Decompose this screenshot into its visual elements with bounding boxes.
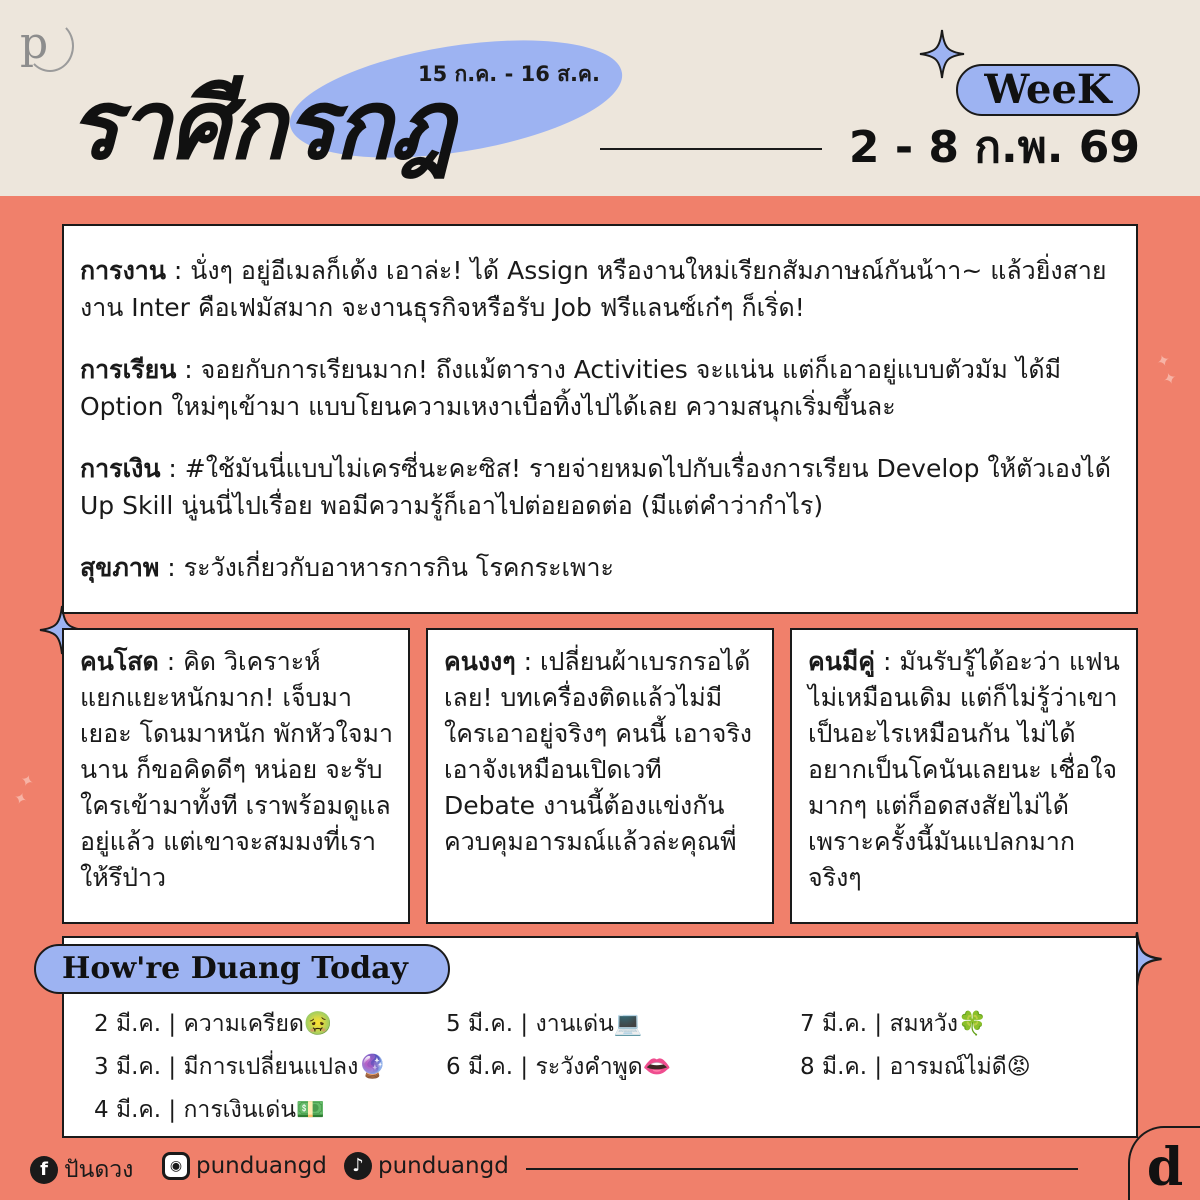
single-text: : คิด วิเคราะห์ แยกแยะหนักมาก! เจ็บมาเยอะ โดนมาหนัก พักหัวใจมานาน ก็ขอคิดดีๆ หน่อย จะรับใครเข้ามาทั้งที เราพร้อมดูแลอยู่แล้ว แต่เขาจะสมมงที่เราให้รึป่าว — [80, 647, 394, 892]
instagram-link[interactable] — [162, 1152, 327, 1180]
talking-text: : เปลี่ยนผ้าเบรกรอได้เลย! บทเครื่องติดแล้วไม่มีใครเอาอยู่จริงๆ คนนี้ เอาจริงเอาจังเหมือนเปิดเวที Debate งานนี้ต้องแข่งกันควบคุมอารมณ์แล้วล่ะคุณพี่ — [444, 647, 753, 856]
health-text: : ระวังเกี่ยวกับอาหารการกิน โรคกระเพาะ — [159, 553, 614, 582]
health-title: สุขภาพ — [80, 553, 160, 582]
money-text: : #ใช้มันนี่แบบไม่เครซี่นะคะซิส! รายจ่ายหมดไปกับเรื่องการเรียน Develop ให้ตัวเองได้ Up Skill นู่นนี่ไปเรื่อย พอมีความรู้ก็เอาไปต่อยอดต่อ (มีแต่คำว่ากำไร) — [80, 454, 1111, 520]
facebook-icon: f — [30, 1156, 58, 1184]
couple-title: คนมีคู่ — [808, 647, 876, 676]
study-text: : จอยกับการเรียนมาก! ถึงแม้ตาราง Activities จะแน่น แต่ก็เอาอยู่แบบตัวมัม ได้มี Option ใหม่ๆเข้ามา แบบโยนความเหงาเบื่อทิ้งไปได้เลย ความสนุกเริ่มขึ้นละ — [80, 355, 1062, 421]
background-stamp: ✦ ✦ — [1151, 351, 1181, 388]
study-title: การเรียน — [80, 355, 177, 384]
brand-logo-d: d — [1128, 1126, 1200, 1200]
daily-item: 2 มี.ค. | ความเครียด🤢 — [94, 1011, 333, 1037]
work-title: การงาน — [80, 256, 166, 285]
footer-divider — [526, 1168, 1078, 1170]
couple-section — [808, 644, 1122, 896]
week-dates: 2 - 8 ก.พ. 69 — [848, 122, 1140, 173]
daily-item: 6 มี.ค. | ระวังคำพูด👄 — [446, 1054, 672, 1080]
daily-item: 8 มี.ค. | อารมณ์ไม่ดี😡 — [800, 1054, 1031, 1080]
daily-item: 4 มี.ค. | การเงินเด่น💵 — [94, 1097, 325, 1123]
zodiac-title: ราศีกรกฎ — [68, 69, 453, 181]
tiktok-handle: punduangd — [378, 1153, 509, 1179]
daily-forecast-title: How're Duang Today — [34, 944, 450, 994]
study-section — [80, 351, 1120, 425]
single-love-panel — [62, 628, 410, 924]
money-title: การเงิน — [80, 454, 161, 483]
health-section — [80, 549, 1120, 586]
talking-title: คนงงๆ — [444, 647, 516, 676]
daily-item: 5 มี.ค. | งานเด่น💻 — [446, 1011, 643, 1037]
brand-logo-p: p — [20, 12, 76, 76]
horoscope-main-panel — [62, 224, 1138, 614]
facebook-link[interactable] — [30, 1152, 133, 1188]
couple-text: : มันรับรู้ได้อะว่า แฟนไม่เหมือนเดิม แต่ก็ไม่รู้ว่าเขาเป็นอะไรเหมือนกัน ไม่ได้อยากเป็นโคนันเลยนะ เชื่อใจมากๆ แต่ก็อดสงสัยไม่ได้ เพราะครั้งนี้มันแปลกมากจริงๆ — [808, 647, 1120, 892]
instagram-icon: ◉ — [162, 1152, 190, 1180]
work-text: : นั่งๆ อยู่อีเมลก็เด้ง เอาล่ะ! ได้ Assign หรืองานใหม่เรียกสัมภาษณ์กันน้าา~ แล้วยิ่งสายงาน Inter คือเฟมัสมาก จะงานธุรกิจหรือรับ Job ฟรีแลนซ์เก๋ๆ ก็เริ่ด! — [80, 256, 1107, 322]
sign-date-range: 15 ก.ค. - 16 ส.ค. — [418, 62, 600, 86]
sparkle-icon — [918, 28, 966, 80]
work-section — [80, 252, 1120, 326]
daily-item: 3 มี.ค. | มีการเปลี่ยนแปลง🔮 — [94, 1054, 387, 1080]
single-section — [80, 644, 394, 896]
tiktok-icon: ♪ — [344, 1152, 372, 1180]
facebook-handle: ปันดวง — [64, 1157, 134, 1183]
daily-item: 7 มี.ค. | สมหวัง🍀 — [800, 1011, 987, 1037]
header-divider — [600, 148, 822, 150]
background-stamp: ✦ ✦ — [9, 771, 39, 808]
single-title: คนโสด — [80, 647, 159, 676]
tiktok-link[interactable] — [344, 1152, 509, 1180]
couple-love-panel — [790, 628, 1138, 924]
instagram-handle: punduangd — [196, 1153, 327, 1179]
talking-section — [444, 644, 758, 860]
week-badge: WeeK — [956, 64, 1140, 116]
money-section — [80, 450, 1120, 524]
talking-love-panel — [426, 628, 774, 924]
